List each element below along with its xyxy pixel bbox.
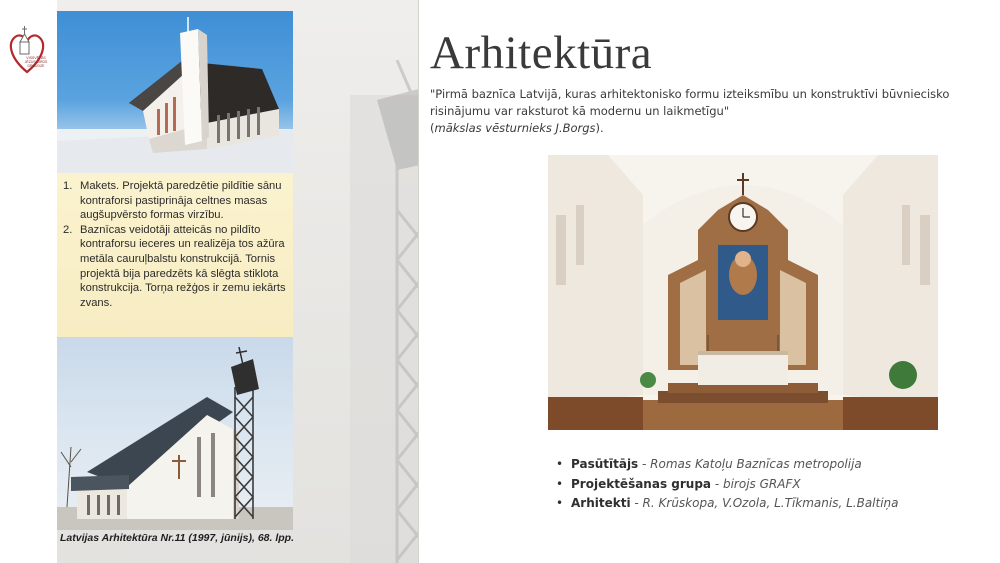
quote-close-paren: ). [595,121,604,135]
background-bell-tower-image [357,60,419,563]
fact-label: Projektēšanas grupa [571,476,712,491]
note-item [63,179,287,223]
fact-item-design-group [556,475,899,495]
note-text: Makets. Projektā paredzētie pildītie sānu kontraforsi pastiprināja celtnes masas augšupvērsto formas virzību. [80,180,282,222]
church-exterior-photo [57,337,293,530]
page-title: Arhitektūra [430,27,653,79]
fact-label: Arhitekti [571,496,631,510]
logo-text: VISSVĒTĀS JĒZUS SIRDS DRAUDZE [24,56,48,68]
note-number: 2. [63,223,73,236]
bullet-icon: • [556,496,564,510]
fact-label: Pasūtītājs [571,457,639,471]
fact-separator: - [638,457,651,471]
church-model-image [57,11,293,173]
fact-value: R. Krūskopa, V.Ozola, L.Tīkmanis, L.Baltiņa [642,496,899,510]
quote-text: "Pirmā baznīca Latvijā, kuras arhitektonisko formu izteiksmību un konstruktīvi būvniecisko risinājumu var raksturot kā modernu un laikmetīgu" [430,87,950,118]
fact-item-architects [556,494,899,514]
model-photo [57,11,293,173]
bullet-icon: • [556,476,564,491]
note-text: Baznīcas veidotāji atteicās no pildīto kontraforsu ieceres un realizēja tos ažūra metāla cauruļbalstu konstrukcijā. Tornis projektā bija paredzēts kā slēgta stiklota konstrukcija. Torņa režģos ir zemu iekārts zvans. [80,223,286,309]
fact-item-client [556,455,899,475]
church-heart-logo [6,14,48,76]
fact-separator: - [630,496,643,510]
church-exterior-image [57,337,293,530]
quote-open-paren: ( [430,121,435,135]
quote-block [430,86,950,137]
project-facts-list [556,455,899,514]
fact-value: birojs GRAFX [722,476,801,491]
quote-author: mākslas vēsturnieks J.Borgs [434,121,596,135]
note-number: 1. [63,180,73,192]
notes-list [57,173,293,310]
source-caption: Latvijas Arhitektūra Nr.11 (1997, jūnijs), 68. lpp. [60,532,294,544]
church-interior-photo [548,155,938,430]
fact-value: Romas Katoļu Baznīcas metropolija [650,457,862,471]
fact-separator: - [711,476,723,491]
note-item [63,223,287,311]
bullet-icon: • [556,457,564,471]
notes-card [57,173,293,337]
church-interior-image [548,155,938,430]
